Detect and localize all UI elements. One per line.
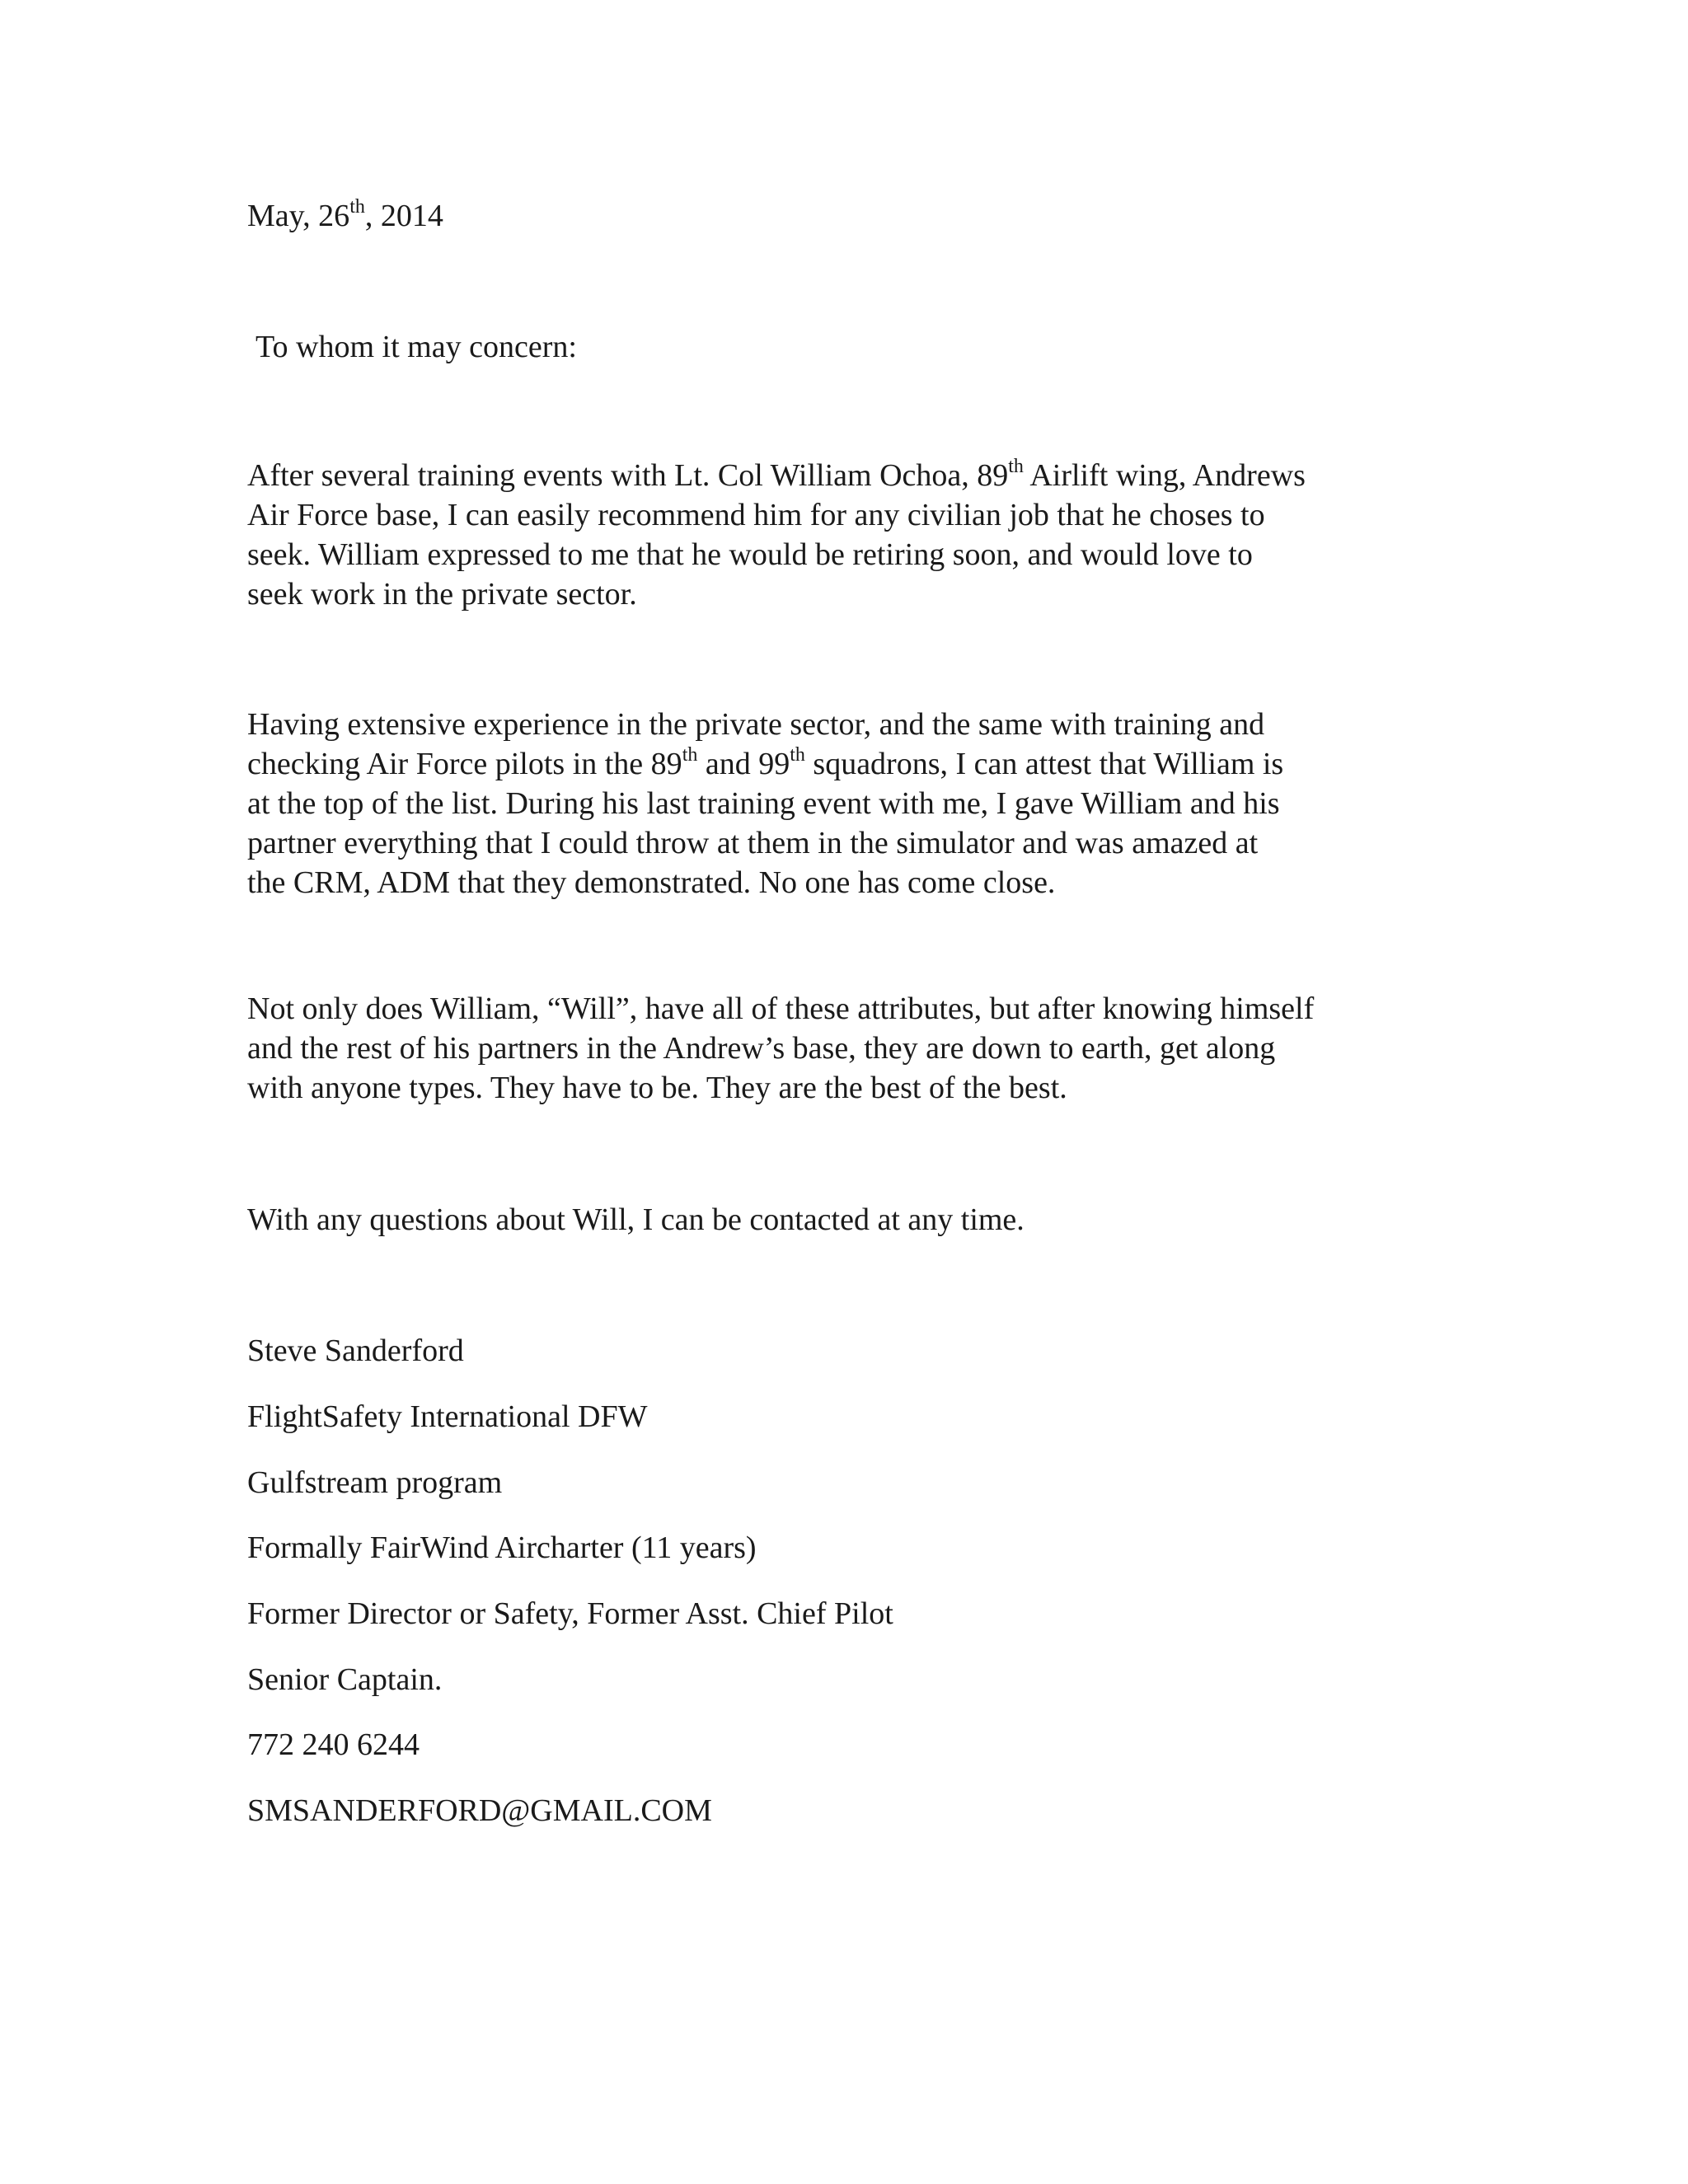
paragraph-line: seek work in the private sector. — [247, 577, 637, 612]
paragraph-line: partner everything that I could throw at them in the simulator and was amazed at — [247, 826, 1259, 860]
date-text: May, 26 — [247, 199, 350, 233]
signature-phone: 772 240 6244 — [247, 1727, 420, 1762]
salutation: To whom it may concern: — [256, 330, 577, 364]
paragraph-experience — [247, 705, 1434, 902]
paragraph-line: seek. William expressed to me that he would be retiring soon, and would love to — [247, 537, 1253, 572]
paragraph-line: at the top of the list. During his last training event with me, I gave William and his — [247, 786, 1280, 821]
paragraph-line: the CRM, ADM that they demonstrated. No one has come close. — [247, 865, 1056, 900]
signature-email: SMSANDERFORD@GMAIL.COM — [247, 1793, 712, 1828]
signature-program: Gulfstream program — [247, 1465, 503, 1500]
letter-date — [247, 196, 443, 236]
signature-former-roles: Former Director or Safety, Former Asst. Chief Pilot — [247, 1596, 893, 1631]
paragraph-contact: With any questions about Will, I can be contacted at any time. — [247, 1202, 1025, 1237]
paragraph-line: and the rest of his partners in the Andrew’s base, they are down to earth, get along — [247, 1031, 1276, 1066]
paragraph-line: Air Force base, I can easily recommend him for any civilian job that he choses to — [247, 498, 1265, 532]
date-year: , 2014 — [364, 199, 443, 233]
paragraph-line: After several training events with Lt. Col William Ochoa, 89th Airlift wing, Andrews — [247, 456, 1306, 493]
signature-title: Senior Captain. — [247, 1662, 443, 1697]
signature-former-company: Formally FairWind Aircharter (11 years) — [247, 1530, 757, 1565]
paragraph-attributes — [247, 989, 1434, 1108]
paragraph-line: Not only does William, “Will”, have all of these attributes, but after knowing himself — [247, 991, 1315, 1026]
paragraph-line: checking Air Force pilots in the 89th and 99th squadrons, I can attest that William is — [247, 744, 1284, 781]
paragraph-line: Having extensive experience in the private sector, and the same with training and — [247, 707, 1265, 742]
paragraph-recommendation — [247, 456, 1434, 614]
signature-name: Steve Sanderford — [247, 1333, 464, 1368]
paragraph-line: with anyone types. They have to be. They are the best of the best. — [247, 1071, 1067, 1105]
signature-company: FlightSafety International DFW — [247, 1399, 648, 1434]
date-ordinal: th — [349, 196, 365, 218]
